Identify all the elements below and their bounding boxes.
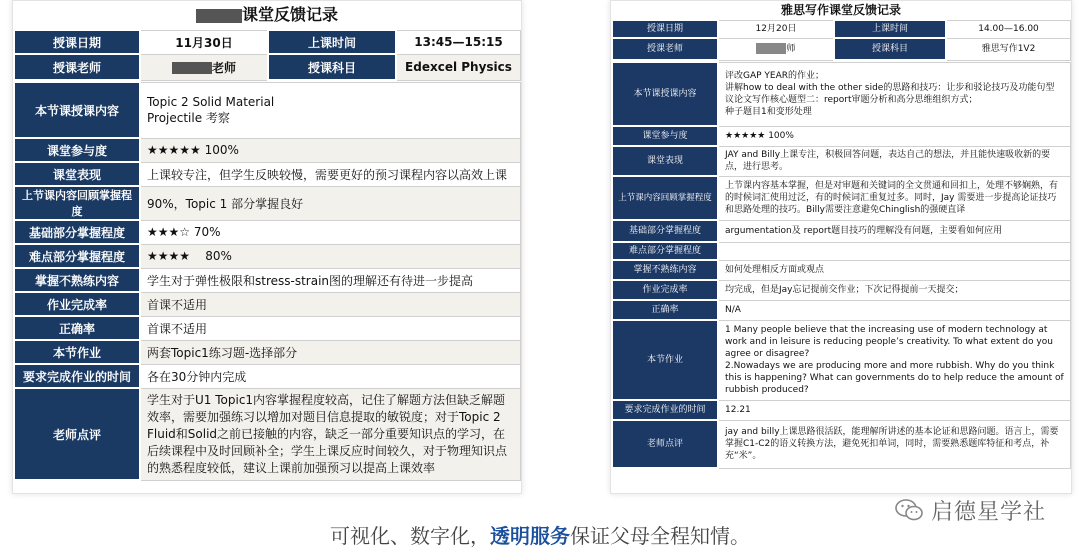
row-label: 掌握不熟练内容 (612, 260, 718, 280)
row-label: 基础部分掌握程度 (14, 220, 140, 244)
row-label: 本节作业 (612, 320, 718, 400)
row-label: 要求完成作业的时间 (612, 400, 718, 420)
row-value: jay and billy上课思路很活跃，能理解所讲述的基本论证和思路问题。语言上，需要掌握C1-C2的语义转换方法，避免死扣单词，同时，需要熟悉题库特征和考点，补充“米”。 (718, 420, 1071, 468)
row-value: 上课较专注，但学生反映较慢，需要更好的预习课程内容以高效上课 (140, 162, 521, 186)
physics-feedback-rows (13, 81, 521, 481)
row-label: 本节课授课内容 (14, 82, 140, 138)
time-value: 13:45—15:15 (396, 30, 521, 54)
row-value: 首课不适用 (140, 316, 521, 340)
row-value (718, 242, 1071, 260)
row-label: 课堂参与度 (14, 138, 140, 162)
row-value: 两套Topic1练习题-选择部分 (140, 340, 521, 364)
row-label: 要求完成作业的时间 (14, 364, 140, 388)
row-label: 作业完成率 (612, 280, 718, 300)
brand-name: 启德星学社 (930, 499, 1046, 525)
date-value: 11月30日 (140, 30, 268, 54)
wechat-icon (895, 498, 923, 522)
row-value: 如何处理相反方面或观点 (718, 260, 1071, 280)
time-label: 上课时间 (268, 30, 396, 54)
date-label: 授课日期 (14, 30, 140, 54)
redacted-teacher (172, 62, 212, 74)
subject-label: 授课科目 (834, 38, 946, 60)
ielts-feedback-card (610, 0, 1072, 494)
subject-value: 雅思写作1V2 (946, 38, 1071, 60)
caption-text-end: 保证父母全程知情。 (570, 524, 750, 548)
date-value: 12月20日 (718, 20, 834, 38)
subject-label: 授课科目 (268, 54, 396, 80)
physics-feedback-title: 课堂反馈记录 (13, 1, 521, 29)
physics-feedback-table (13, 29, 521, 81)
row-label: 课堂参与度 (612, 126, 718, 146)
row-value: 12.21 (718, 400, 1071, 420)
row-label: 作业完成率 (14, 292, 140, 316)
physics-feedback-card (12, 0, 522, 494)
row-label: 掌握不熟练内容 (14, 268, 140, 292)
ielts-feedback-title: 雅思写作课堂反馈记录 (780, 3, 901, 17)
caption-text: 可视化、数字化， (330, 524, 490, 548)
row-label: 老师点评 (612, 420, 718, 468)
teacher-label: 授课老师 (14, 54, 140, 80)
row-value: 学生对于U1 Topic1内容掌握程度较高，记住了解题方法但缺乏解题效率，需要加强练习以增加对题目信息提取的敏锐度；对于Topic 2 Fluid和Solid之前已接触的内容，缺乏一部分重要知识点的学习，在后续课程中及时回顾补全；学生上课反应时间较久，对于物理知识点的熟悉程度较低，建议上课前加强预习以提高上课效率 (140, 388, 521, 480)
row-label: 难点部分掌握程度 (612, 242, 718, 260)
date-label: 授课日期 (612, 20, 718, 38)
row-label: 课堂表现 (14, 162, 140, 186)
row-value: 均完成，但是Jay忘记提前交作业；下次记得提前一天提交； (718, 280, 1071, 300)
row-value: Topic 2 Solid Material Projectile 考察 (140, 82, 521, 138)
row-value: 评改GAP YEAR的作业； 讲解how to deal with the other side的思路和技巧：让步和驳论技巧及功能句型 议论文写作核心题型二：report审题分析和高分思维组织方式； 种子题目1和变形处理 (718, 62, 1071, 126)
row-value: 90%，Topic 1 部分掌握良好 (140, 186, 521, 220)
row-label: 本节课授课内容 (612, 62, 718, 126)
row-label: 老师点评 (14, 388, 140, 480)
row-label: 本节作业 (14, 340, 140, 364)
teacher-label: 授课老师 (612, 38, 718, 60)
row-value: 学生对于弹性极限和stress-strain图的理解还有待进一步提高 (140, 268, 521, 292)
caption-highlight: 透明服务 (490, 524, 570, 548)
row-value: 1 Many people believe that the increasing use of modern technology at work and in leisure is reducing people’s creativity. To what extent do you agree or disagree? 2.Nowadays we are producing more and more rubbish. Why do you think this is happening? What can governments do to help reduce the amount of rubbish produced? (718, 320, 1071, 400)
row-value: 上节课内容基本掌握，但是对审题和关键词的全文贯通和回扣上，处理不够娴熟，有的时候词汇使用过泛，有的时候词汇重复过多。同时，Jay 需要进一步提高论证技巧和思路处理的技巧。Billy需要注意避免Chinglish的强硬直译 (718, 176, 1071, 220)
row-value: 各在30分钟内完成 (140, 364, 521, 388)
row-value: 首课不适用 (140, 292, 521, 316)
row-label: 正确率 (14, 316, 140, 340)
teacher-value: 老师 (140, 54, 268, 80)
ielts-feedback-table (611, 19, 1071, 61)
row-value: ★★★★★ 100% (140, 138, 521, 162)
redacted-name (196, 9, 242, 23)
redacted-teacher (756, 43, 786, 54)
row-value: ★★★☆ 70% (140, 220, 521, 244)
row-label: 课堂表现 (612, 146, 718, 176)
caption (0, 520, 1080, 549)
row-label: 正确率 (612, 300, 718, 320)
row-value: ★★★★★ 100% (718, 126, 1071, 146)
ielts-feedback-rows (611, 61, 1071, 469)
row-value: N/A (718, 300, 1071, 320)
row-value: argumentation及 report题目技巧的理解没有问题，主要看如何应用 (718, 220, 1071, 242)
row-label: 上节课内容回顾掌握程度 (14, 186, 140, 220)
row-label: 难点部分掌握程度 (14, 244, 140, 268)
time-label: 上课时间 (834, 20, 946, 38)
row-label: 基础部分掌握程度 (612, 220, 718, 242)
row-value: ★★★★ 80% (140, 244, 521, 268)
subject-value: Edexcel Physics (396, 54, 521, 80)
row-label: 上节课内容回顾掌握程度 (612, 176, 718, 220)
time-value: 14.00—16.00 (946, 20, 1071, 38)
row-value: JAY and Billy上课专注，积极回答问题，表达自己的想法，并且能快速吸收新的要点，进行思考。 (718, 146, 1071, 176)
teacher-value: 师 (718, 38, 834, 60)
